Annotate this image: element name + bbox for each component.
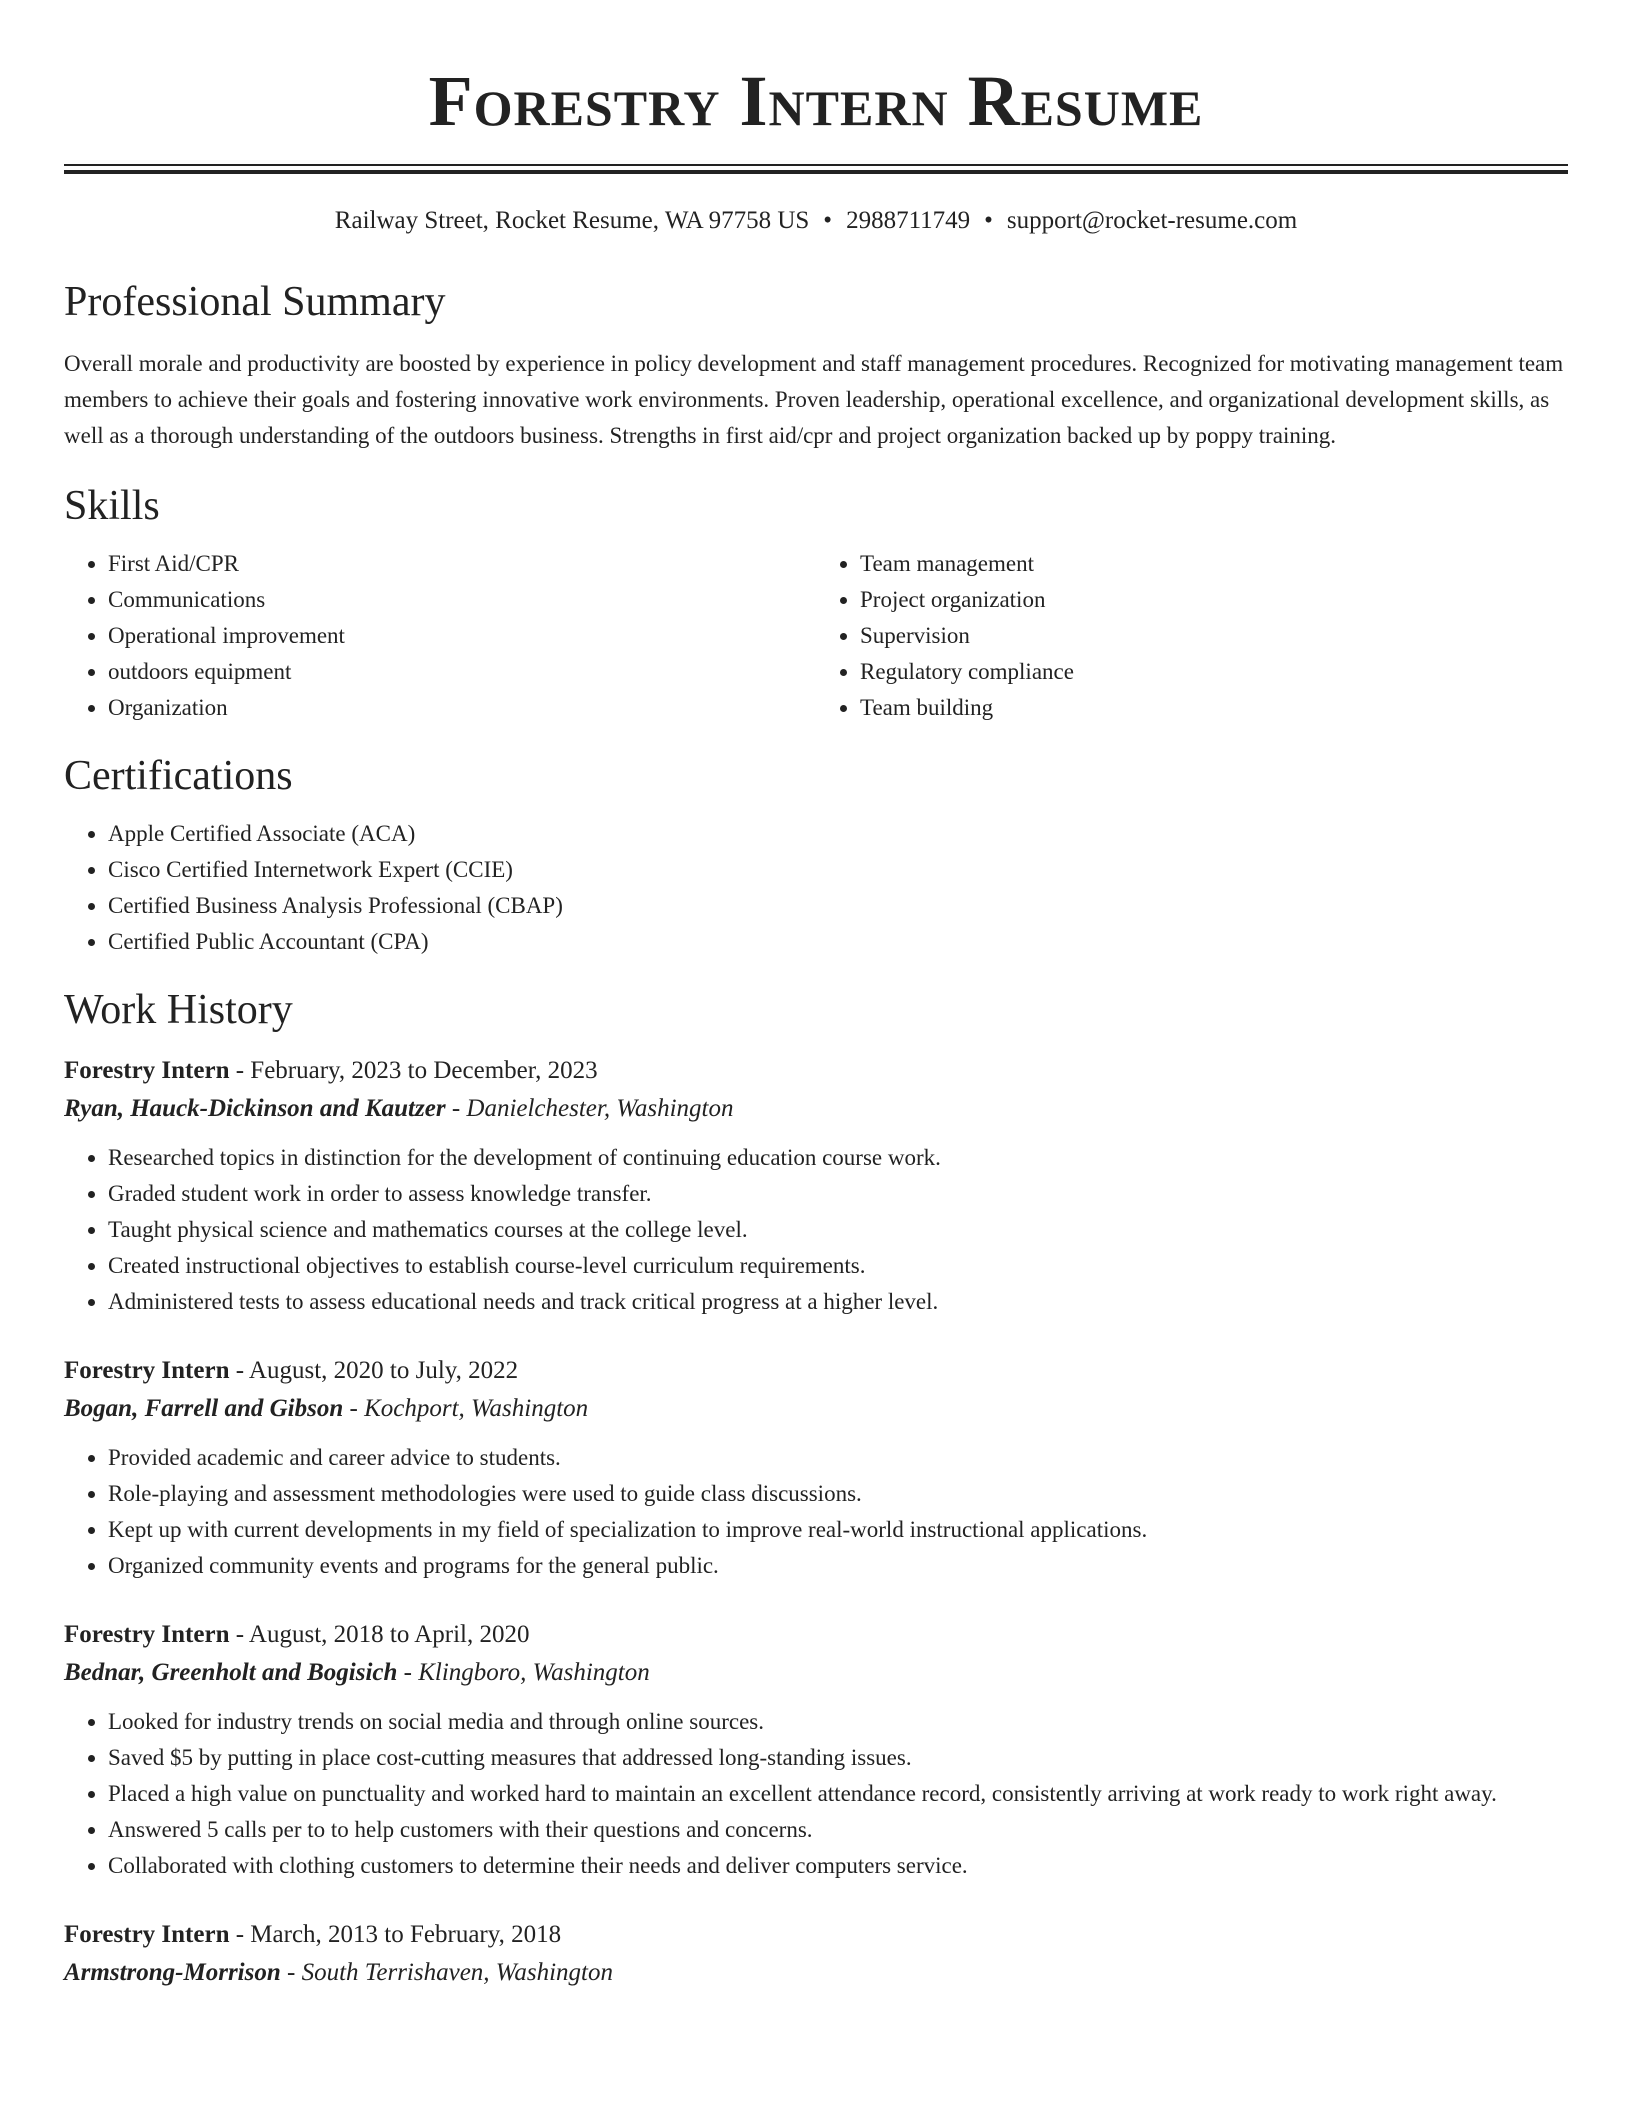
page-title: Forestry Intern Resume: [428, 61, 1204, 141]
skills-heading: Skills: [64, 483, 160, 529]
job-title: Forestry Intern: [64, 1921, 230, 1948]
job-dates: August, 2018 to April, 2020: [248, 1621, 530, 1648]
skills-list-right: [816, 546, 1568, 726]
job-company-line: Armstrong-Morrison - South Terrishaven, Washington: [64, 1959, 613, 1986]
job-company-line: Bogan, Farrell and Gibson - Kochport, Washington: [64, 1395, 589, 1422]
skill-item: • Communications: [108, 582, 816, 618]
job-bullet: • Organized community events and programs for the general public.: [108, 1548, 1568, 1584]
job-bullet: • Created instructional objectives to establish course-level curriculum requirements.: [108, 1248, 1568, 1284]
contact-separator: •: [984, 207, 993, 234]
skill-item: • First Aid/CPR: [108, 546, 816, 582]
contact-phone: 2988711749: [846, 207, 971, 234]
job-bullets: [64, 1440, 1568, 1584]
job-title-line: Forestry Intern - February, 2023 to December, 2023: [64, 1057, 598, 1084]
job-entry: [64, 1052, 1568, 1320]
work-history-heading: Work History: [64, 987, 293, 1033]
job-dates: August, 2020 to July, 2022: [248, 1357, 519, 1384]
summary-text: Overall morale and productivity are boosted by experience in policy development and staff management procedures. Recognized for motivating management team members to achieve their goals and fostering innovative work environments. Proven leadership, operational excellence, and organizational development skills, as well as a thorough understanding of the outdoors business. Strengths in first aid/cpr and project organization backed up by poppy training.: [64, 351, 1564, 448]
job-bullet: • Administered tests to assess educational needs and track critical progress at a higher level.: [108, 1284, 1568, 1320]
job-location: Kochport, Washington: [364, 1395, 589, 1422]
job-location: Danielchester, Washington: [466, 1095, 734, 1122]
job-company: Bednar, Greenholt and Bogisich: [64, 1659, 398, 1686]
job-company-line: Ryan, Hauck-Dickinson and Kautzer - Danielchester, Washington: [64, 1095, 734, 1122]
job-bullets: [64, 1704, 1568, 1884]
job-company: Armstrong-Morrison: [64, 1959, 281, 1986]
job-title: Forestry Intern: [64, 1057, 230, 1084]
certifications-list: [64, 816, 1568, 960]
job-entry: [64, 1352, 1568, 1584]
summary-heading: Professional Summary: [64, 279, 446, 325]
job-bullet: • Answered 5 calls per to to help customers with their questions and concerns.: [108, 1812, 1568, 1848]
job-bullet: • Researched topics in distinction for the development of continuing education course work.: [108, 1140, 1568, 1176]
job-company: Bogan, Farrell and Gibson: [64, 1395, 344, 1422]
skill-item: • Organization: [108, 690, 816, 726]
skill-item: • Regulatory compliance: [860, 654, 1568, 690]
skill-item: • Project organization: [860, 582, 1568, 618]
contact-email[interactable]: support@rocket-resume.com: [1006, 207, 1298, 234]
title-divider: [64, 164, 1568, 174]
job-location: Klingboro, Washington: [418, 1659, 650, 1686]
job-title: Forestry Intern: [64, 1357, 230, 1384]
job-title-line: Forestry Intern - March, 2013 to February, 2018: [64, 1921, 562, 1948]
skills-list-left: [64, 546, 816, 726]
certification-item: • Apple Certified Associate (ACA): [108, 816, 1568, 852]
job-title-line: Forestry Intern - August, 2018 to April, 2020: [64, 1621, 530, 1648]
certifications-heading: Certifications: [64, 753, 293, 799]
job-dates: March, 2013 to February, 2018: [250, 1921, 562, 1948]
job-bullet: • Collaborated with clothing customers to determine their needs and deliver computers service.: [108, 1848, 1568, 1884]
job-title: Forestry Intern: [64, 1621, 230, 1648]
job-bullet: • Provided academic and career advice to students.: [108, 1440, 1568, 1476]
job-entry: [64, 1916, 1568, 1992]
job-bullet: • Saved $5 by putting in place cost-cutting measures that addressed long-standing issues.: [108, 1740, 1568, 1776]
job-dates: February, 2023 to December, 2023: [250, 1057, 598, 1084]
certification-item: • Certified Business Analysis Professional (CBAP): [108, 888, 1568, 924]
skill-item: • Supervision: [860, 618, 1568, 654]
job-bullets: [64, 1140, 1568, 1320]
job-location: South Terrishaven, Washington: [301, 1959, 613, 1986]
job-bullet: • Graded student work in order to assess knowledge transfer.: [108, 1176, 1568, 1212]
job-bullet: • Taught physical science and mathematics courses at the college level.: [108, 1212, 1568, 1248]
contact-separator: •: [823, 207, 833, 234]
job-bullet: • Looked for industry trends on social media and through online sources.: [108, 1704, 1568, 1740]
skill-item: • outdoors equipment: [108, 654, 816, 690]
job-bullet: • Role-playing and assessment methodologies were used to guide class discussions.: [108, 1476, 1568, 1512]
job-company: Ryan, Hauck-Dickinson and Kautzer: [64, 1095, 446, 1122]
job-bullet: • Placed a high value on punctuality and worked hard to maintain an excellent attendance record, consistently arriving at work ready to work right away.: [108, 1776, 1568, 1812]
skills-columns: [64, 546, 1568, 726]
contact-line: [64, 204, 1568, 238]
skill-item: • Team building: [860, 690, 1568, 726]
job-title-line: Forestry Intern - August, 2020 to July, 2022: [64, 1357, 519, 1384]
job-company-line: Bednar, Greenholt and Bogisich - Klingboro, Washington: [64, 1659, 650, 1686]
contact-address: Railway Street, Rocket Resume, WA 97758 US: [334, 207, 810, 234]
certification-item: • Certified Public Accountant (CPA): [108, 924, 1568, 960]
skill-item: • Operational improvement: [108, 618, 816, 654]
certification-item: • Cisco Certified Internetwork Expert (CCIE): [108, 852, 1568, 888]
skill-item: • Team management: [860, 546, 1568, 582]
job-entry: [64, 1616, 1568, 1884]
job-bullet: • Kept up with current developments in my field of specialization to improve real-world instructional applications.: [108, 1512, 1568, 1548]
